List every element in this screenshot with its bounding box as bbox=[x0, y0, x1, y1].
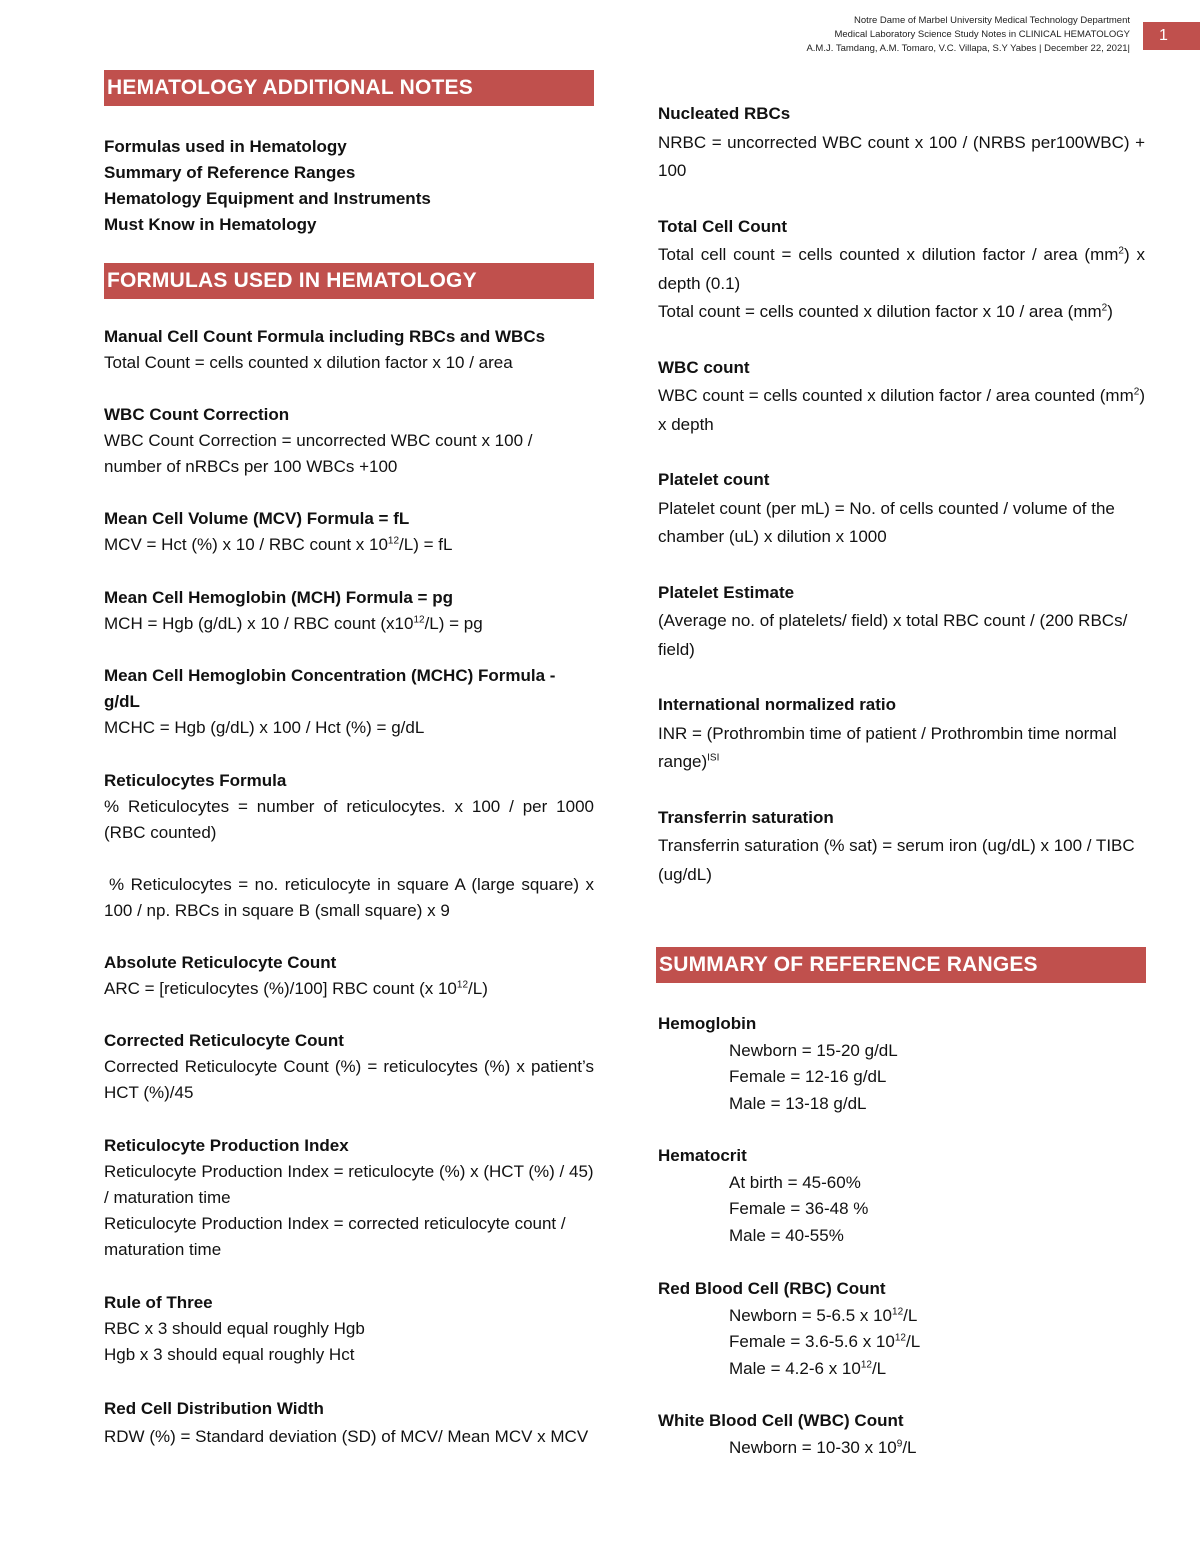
formula-text: Total Count = cells counted x dilution factor x 10 / area bbox=[104, 353, 513, 372]
formula-text: MCV = Hct (%) x 10 / RBC count x $10^{12}/L$) = fL bbox=[104, 535, 453, 554]
formula-text: Corrected Reticulocyte Count (%) = reticulocytes (%) x patient’s HCT (%)/45 bbox=[104, 1057, 594, 1102]
range-value: At birth = 45-60% bbox=[729, 1172, 861, 1192]
range-title: Hemoglobin bbox=[658, 1014, 757, 1033]
formula-title: Absolute Reticulocyte Count bbox=[104, 953, 337, 972]
formula-mcv bbox=[104, 506, 594, 558]
formula-rpi bbox=[104, 1133, 594, 1263]
section-title-formulas: FORMULAS USED IN HEMATOLOGY bbox=[104, 263, 594, 299]
table-of-contents bbox=[104, 134, 594, 238]
header-department: Notre Dame of Marbel University Medical Technology Department bbox=[854, 15, 1130, 26]
formula-platelet-estimate bbox=[658, 579, 1145, 665]
formula-title: Total Cell Count bbox=[658, 216, 788, 236]
range-value: Newborn = 10-30 x $10^9/L$ bbox=[729, 1437, 917, 1457]
formula-text: WBC count = cells counted x dilution factor / area counted $(mm^2)$ x depth bbox=[658, 386, 1145, 434]
formula-title: Platelet Estimate bbox=[658, 582, 795, 602]
formula-corrected-retic bbox=[104, 1028, 594, 1106]
range-value: Male = 13-18 g/dL bbox=[729, 1093, 867, 1113]
formula-text: MCH = Hgb (g/dL) x 10 / RBC count $(x10^{12}/L)$ = pg bbox=[104, 614, 483, 633]
toc-item: Hematology Equipment and Instruments bbox=[104, 189, 431, 208]
range-value: Female = 36-48 % bbox=[729, 1199, 869, 1218]
formula-text: Platelet count (per mL) = No. of cells counted / volume of the chamber (uL) x dilution x 1000 bbox=[658, 498, 1115, 546]
formula-title: WBC count bbox=[658, 357, 750, 377]
formula-inr bbox=[658, 691, 1145, 777]
formula-nrbc bbox=[658, 100, 1145, 186]
formula-text: NRBC = uncorrected WBC count x 100 / (NRBS per100WBC) + 100 bbox=[658, 132, 1145, 180]
formula-total-cell-count bbox=[658, 213, 1145, 327]
range-value: Female = 3.6-5.6 x $10^{12}/L$ bbox=[729, 1332, 921, 1351]
formula-text: (Average no. of platelets/ field) x total RBC count / (200 RBCs/ field) bbox=[658, 611, 1128, 659]
range-title: Red Blood Cell (RBC) Count bbox=[658, 1279, 886, 1298]
range-value: Male = 40-55% bbox=[729, 1225, 844, 1245]
formula-manual-count bbox=[104, 324, 594, 376]
formula-reticulocytes bbox=[104, 768, 594, 924]
range-hematocrit bbox=[658, 1143, 1145, 1249]
formula-text: % Reticulocytes = no. reticulocyte in square A (large square) x 100 / np. RBCs in square B (small square) x 9 bbox=[104, 875, 594, 920]
range-hemoglobin bbox=[658, 1011, 1145, 1117]
header-course: Medical Laboratory Science Study Notes in CLINICAL HEMATOLOGY bbox=[834, 29, 1130, 40]
formula-mchc bbox=[104, 663, 594, 741]
formula-rdw bbox=[104, 1395, 594, 1451]
formula-title: Corrected Reticulocyte Count bbox=[104, 1031, 344, 1050]
range-title: White Blood Cell (WBC) Count bbox=[658, 1411, 904, 1430]
formula-text: Transferrin saturation (% sat) = serum iron (ug/dL) x 100 / TIBC (ug/dL) bbox=[658, 836, 1135, 884]
page-header bbox=[806, 14, 1130, 56]
formula-mch bbox=[104, 585, 594, 637]
formula-rule-of-three bbox=[104, 1290, 594, 1368]
formula-text: Total count = cells counted x dilution factor x 10 / area $(mm^2)$ bbox=[658, 302, 1113, 321]
formula-text: RDW (%) = Standard deviation (SD) of MCV/ Mean MCV x MCV bbox=[104, 1427, 589, 1446]
formula-text: RBC x 3 should equal roughly Hgb bbox=[104, 1319, 365, 1338]
formula-title: WBC Count Correction bbox=[104, 405, 290, 424]
formula-text: Total cell count = cells counted x dilution factor / area $(mm^2)$ x depth (0.1) bbox=[658, 245, 1145, 293]
range-value: Newborn = 15-20 g/dL bbox=[729, 1040, 898, 1060]
formula-title: Platelet count bbox=[658, 470, 770, 489]
section-title-reference-ranges: SUMMARY OF REFERENCE RANGES bbox=[656, 947, 1146, 983]
range-value: Male = 4.2-6 x $10^{12}/L$ bbox=[729, 1358, 887, 1378]
range-rbc-count bbox=[658, 1276, 1145, 1382]
toc-item: Formulas used in Hematology bbox=[104, 137, 347, 156]
formula-wbc-count bbox=[658, 354, 1145, 440]
formula-text: Reticulocyte Production Index = reticulocyte (%) x (HCT (%) / 45) / maturation time bbox=[104, 1162, 594, 1207]
toc-item: Summary of Reference Ranges bbox=[104, 163, 356, 182]
section-title-additional-notes: HEMATOLOGY ADDITIONAL NOTES bbox=[104, 70, 594, 106]
left-column bbox=[104, 70, 594, 1451]
formula-title: Red Cell Distribution Width bbox=[104, 1399, 324, 1418]
formula-transferrin bbox=[658, 804, 1145, 890]
formula-title: Mean Cell Hemoglobin Concentration (MCHC) Formula - g/dL bbox=[104, 666, 556, 711]
range-title: Hematocrit bbox=[658, 1146, 747, 1165]
right-column bbox=[658, 100, 1145, 1461]
formula-text: MCHC = Hgb (g/dL) x 100 / Hct (%) = g/dL bbox=[104, 718, 425, 737]
formula-text: ARC = [reticulocytes (%)/100] RBC count (x $10^{12}/L$) bbox=[104, 979, 488, 998]
header-authors-date: A.M.J. Tamdang, A.M. Tomaro, V.C. Villapa, S.Y Yabes | December 22, 2021| bbox=[806, 43, 1130, 54]
page-number: 1 bbox=[1143, 22, 1200, 50]
formula-title: Mean Cell Volume (MCV) Formula = fL bbox=[104, 509, 410, 528]
range-value: Female = 12-16 g/dL bbox=[729, 1067, 887, 1086]
formula-platelet-count bbox=[658, 466, 1145, 552]
formula-wbc-correction bbox=[104, 402, 594, 480]
formula-title: Nucleated RBCs bbox=[658, 104, 791, 123]
formula-text: % Reticulocytes = number of reticulocytes. x 100 / per 1000 (RBC counted) bbox=[104, 797, 594, 842]
formula-absolute-retic bbox=[104, 950, 594, 1002]
formula-text: Hgb x 3 should equal roughly Hct bbox=[104, 1345, 355, 1364]
range-value: Newborn = 5-6.5 x $10^{12}/L$ bbox=[729, 1305, 918, 1325]
formula-title: Reticulocytes Formula bbox=[104, 771, 287, 790]
formula-title: Manual Cell Count Formula including RBCs and WBCs bbox=[104, 327, 546, 346]
formula-title: Rule of Three bbox=[104, 1293, 213, 1312]
range-wbc-count bbox=[658, 1408, 1145, 1461]
formula-text: INR = (Prothrombin time of patient / Prothrombin time normal range)$^{ISI}$ bbox=[658, 723, 1117, 771]
formula-text: WBC Count Correction = uncorrected WBC count x 100 / number of nRBCs per 100 WBCs +100 bbox=[104, 431, 533, 476]
formula-title: Reticulocyte Production Index bbox=[104, 1136, 349, 1155]
formula-text: Reticulocyte Production Index = corrected reticulocyte count / maturation time bbox=[104, 1214, 566, 1259]
formula-title: International normalized ratio bbox=[658, 695, 897, 714]
formula-title: Mean Cell Hemoglobin (MCH) Formula = pg bbox=[104, 588, 453, 607]
formula-title: Transferrin saturation bbox=[658, 807, 834, 827]
toc-item: Must Know in Hematology bbox=[104, 215, 317, 234]
